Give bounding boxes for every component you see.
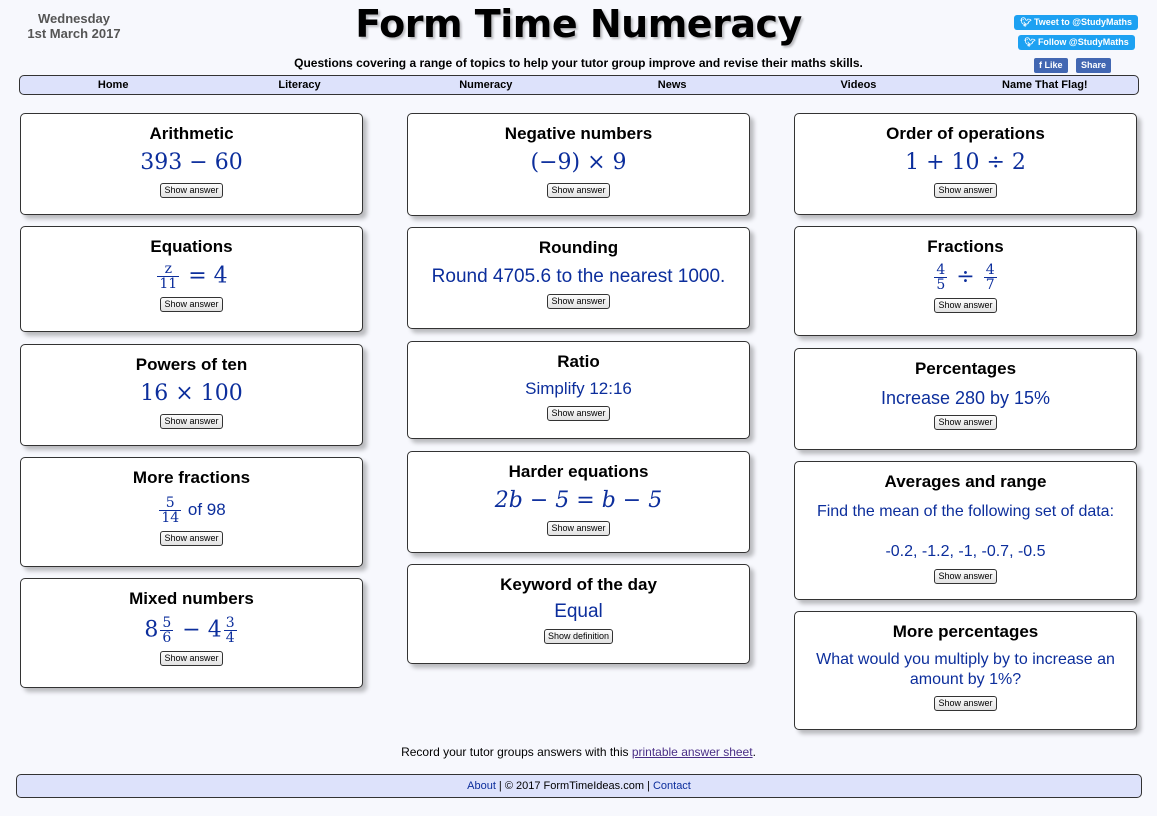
fraction: $\frac{4}{5}$ [936,262,946,293]
card-title: Order of operations [886,124,1045,143]
question: Find the mean of the following set of data: [816,503,1115,520]
question: 1 + 10 ÷ 2 [905,150,1026,175]
answer-sheet-link[interactable]: printable answer sheet [631,745,753,759]
nav-news[interactable]: News [657,79,687,91]
show-answer-button[interactable]: Show answer [547,183,609,198]
card-title: Ratio [557,352,600,371]
card-title: More fractions [132,468,251,487]
fraction: $\frac{5}{6}$ [162,615,172,646]
card-order-of-operations [794,113,1137,215]
nav-name-that-flag[interactable]: Name That Flag! [1002,79,1088,91]
show-answer-button[interactable]: Show answer [160,531,222,546]
card-title: Powers of ten [135,355,248,374]
card-title: Percentages [914,359,1017,378]
question: $\frac{4}{5}$ ÷ $\frac{4}{7}$ [936,262,995,293]
card-title: Arithmetic [149,124,234,143]
question: Simplify 12:16 [525,379,632,398]
show-definition-button[interactable]: Show definition [544,629,613,644]
card-more-fractions [20,457,363,567]
question: What would you multiply by to increase an amount by 1%? [816,651,1115,688]
fraction: $\frac{z}{11}$ [159,261,178,292]
card-title: Mixed numbers [129,589,254,608]
show-answer-button[interactable]: Show answer [934,298,996,313]
show-answer-button[interactable]: Show answer [160,651,222,666]
footer [16,774,1142,798]
card-fractions [794,226,1137,336]
card-negative-numbers [407,113,750,216]
copyright: | © 2017 FormTimeIdeas.com | [495,780,653,792]
show-answer-button[interactable]: Show answer [160,183,222,198]
tweet-button[interactable]: 🐦︎ Tweet to @StudyMaths [1014,12,1138,30]
keyword: Equal [554,601,603,622]
show-answer-button[interactable]: Show answer [547,406,609,421]
question: Round 4705.6 to the nearest 1000. [431,266,726,287]
nav-home[interactable]: Home [97,79,129,91]
show-answer-button[interactable]: Show answer [934,415,996,430]
nav-literacy[interactable]: Literacy [278,79,321,91]
question: 393 − 60 [140,150,243,175]
card-title: Equations [150,237,233,256]
card-equations [20,226,363,332]
page-subtitle: Questions covering a range of topics to help your tutor group improve and revise their maths skills. [294,56,863,70]
card-keyword-of-the-day [407,564,750,664]
fraction: $\frac{5}{14}$ [161,495,180,526]
fraction: $\frac{3}{4}$ [225,615,235,646]
card-title: Averages and range [884,472,1047,491]
twitter-icon: 🐦︎ [1020,17,1034,27]
card-title: More percentages [892,622,1039,641]
question: $\frac{z}{11}$ = 4 [159,261,228,292]
show-answer-button[interactable]: Show answer [934,183,996,198]
card-powers-of-ten [20,344,363,446]
question: 8 $\frac{5}{6}$ − 4 $\frac{3}{4}$ [144,615,235,646]
card-ratio [407,341,750,439]
question: Increase 280 by 15% [880,388,1051,408]
card-title: Fractions [927,237,1004,256]
twitter-icon: 🐦︎ [1024,37,1038,47]
card-title: Negative numbers [504,124,653,143]
contact-link[interactable]: Contact [652,780,691,792]
date-label: 1st March 2017 [27,26,121,41]
nav-videos[interactable]: Videos [840,79,877,91]
facebook-like-button[interactable]: f Like [1034,55,1068,73]
question: $\frac{5}{14}$ of 98 [161,495,226,526]
show-answer-button[interactable]: Show answer [934,696,996,711]
card-percentages [794,348,1137,450]
show-answer-button[interactable]: Show answer [547,294,609,309]
question: 2b − 5 = b − 5 [494,488,663,513]
card-more-percentages [794,611,1137,730]
card-rounding [407,227,750,329]
data-set: -0.2, -1.2, -1, -0.7, -0.5 [885,543,1046,560]
follow-button[interactable]: 🐦︎ Follow @StudyMaths [1018,32,1135,50]
day-label: Wednesday [37,11,110,26]
about-link[interactable]: About [467,780,496,792]
card-title: Keyword of the day [500,575,657,594]
main-nav [19,75,1139,95]
card-averages-and-range [794,461,1137,600]
facebook-icon: f [1039,60,1045,70]
show-answer-button[interactable]: Show answer [934,569,996,584]
facebook-share-button[interactable]: Share [1076,55,1111,73]
show-answer-button[interactable]: Show answer [160,414,222,429]
record-answers-note: Record your tutor groups answers with this printable answer sheet. [401,745,756,759]
show-answer-button[interactable]: Show answer [160,297,222,312]
card-mixed-numbers [20,578,363,688]
card-title: Rounding [538,238,619,257]
question: 16 × 100 [140,381,243,406]
question: (−9) × 9 [530,150,627,175]
card-arithmetic [20,113,363,215]
card-title: Harder equations [508,462,649,481]
card-harder-equations [407,451,750,553]
nav-numeracy[interactable]: Numeracy [459,79,513,91]
show-answer-button[interactable]: Show answer [547,521,609,536]
page-title: Form Time Numeracy [355,2,802,46]
fraction: $\frac{4}{7}$ [985,262,995,293]
